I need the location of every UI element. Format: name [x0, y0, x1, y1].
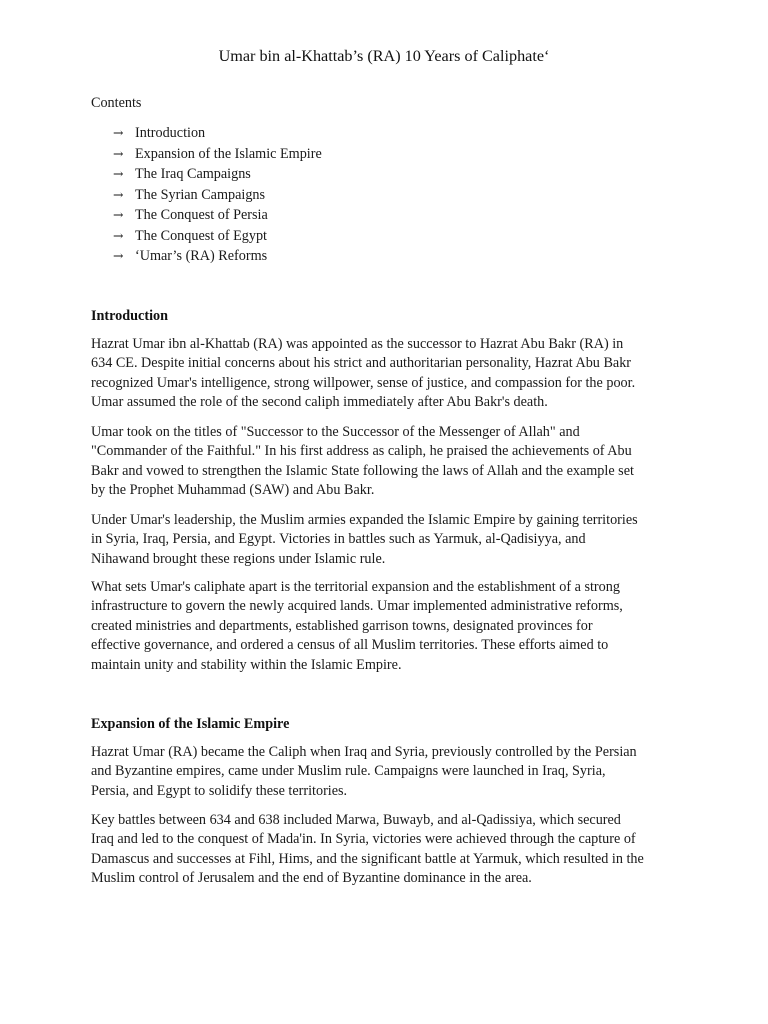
paragraph — [91, 743, 691, 801]
paragraph-line: Under Umar's leadership, the Muslim armies expanded the Islamic Empire by gaining territories — [91, 512, 638, 528]
toc-item-introduction[interactable] — [113, 123, 322, 144]
arrow-right-icon: → — [113, 186, 124, 202]
paragraph-line: Muslim control of Jerusalem and the end of Byzantine dominance in the area. — [91, 870, 532, 887]
paragraph-line: Umar assumed the role of the second caliph immediately after Abu Bakr's death. — [91, 394, 548, 411]
arrow-right-icon: → — [113, 248, 124, 263]
toc-item-conquest-persia[interactable] — [113, 205, 322, 226]
paragraph-line: What sets Umar's caliphate apart is the territorial expansion and the establishment of a strong — [91, 579, 620, 595]
paragraph-line: Hazrat Umar ibn al-Khattab (RA) was appointed as the successor to Hazrat Abu Bakr (RA) in — [91, 336, 624, 352]
paragraph-line: and Byzantine empires, came under Muslim rule. Campaigns were launched in Iraq, Syria, — [91, 763, 606, 780]
paragraph — [91, 811, 691, 889]
section-heading-introduction: Introduction — [91, 308, 168, 324]
arrow-right-icon: → — [113, 145, 124, 161]
toc-item-label: Expansion of the Islamic Empire — [135, 145, 322, 162]
toc-item-iraq-campaigns[interactable] — [113, 164, 322, 185]
arrow-right-icon: → — [113, 207, 124, 222]
paragraph-line: Nihawand brought these regions under Islamic rule. — [91, 550, 386, 567]
toc-item-label: ‘Umar’s (RA) Reforms — [135, 248, 268, 264]
paragraph-line: in Syria, Iraq, Persia, and Egypt. Victories in battles such as Yarmuk, al-Qadisiyya, and — [91, 531, 586, 548]
table-of-contents — [113, 123, 322, 267]
paragraph-line: created ministries and departments, established garrison towns, designated provinces for — [91, 617, 593, 634]
toc-item-syrian-campaigns[interactable] — [113, 185, 322, 206]
paragraph — [91, 423, 691, 501]
toc-item-expansion[interactable] — [113, 144, 322, 165]
arrow-right-icon: → — [113, 166, 124, 181]
paragraph — [91, 335, 691, 413]
document-title: Umar bin al-Khattab’s (RA) 10 Years of Caliphate‘ — [218, 47, 550, 65]
toc-item-label: Introduction — [135, 125, 206, 141]
paragraph-line: Damascus and successes at Fihl, Hims, and the significant battle at Yarmuk, which resulted in the — [91, 850, 644, 867]
paragraph-line: 634 CE. Despite initial concerns about his strict and authoritarian personality, Hazrat Abu Bakr — [91, 355, 632, 372]
toc-item-label: The Iraq Campaigns — [135, 166, 251, 182]
paragraph-line: "Commander of the Faithful." In his first address as caliph, he praised the achievements of Abu — [91, 443, 632, 460]
toc-item-conquest-egypt[interactable] — [113, 226, 322, 247]
paragraph-line: Bakr and vowed to strengthen the Islamic State following the laws of Allah and the example set — [91, 462, 634, 479]
paragraph-line: Persia, and Egypt to solidify these territories. — [91, 782, 348, 799]
paragraph-line: Umar took on the titles of "Successor to the Successor of the Messenger of Allah" and — [91, 424, 580, 440]
paragraph-line: maintain unity and stability within the Islamic Empire. — [91, 656, 402, 673]
toc-item-label: The Conquest of Persia — [135, 207, 268, 223]
paragraph — [91, 578, 691, 675]
paragraph — [91, 511, 691, 569]
arrow-right-icon: → — [113, 125, 124, 140]
paragraph-line: infrastructure to govern the newly acquired lands. Umar implemented administrative reforms, — [91, 598, 623, 615]
arrow-right-icon: → — [113, 227, 124, 243]
contents-label: Contents — [91, 95, 142, 111]
paragraph-line: Key battles between 634 and 638 included Marwa, Buwayb, and al-Qadissiya, which secured — [91, 812, 621, 828]
paragraph-line: recognized Umar's intelligence, strong willpower, sense of justice, and compassion for the poor. — [91, 374, 636, 391]
toc-item-label: The Conquest of Egypt — [135, 227, 268, 244]
section-heading-expansion: Expansion of the Islamic Empire — [91, 716, 290, 732]
paragraph-line: by the Prophet Muhammad (SAW) and Abu Bakr. — [91, 482, 375, 499]
paragraph-line: Iraq and led to the conquest of Mada'in. In Syria, victories were achieved through the capture of — [91, 831, 636, 848]
paragraph-line: effective governance, and ordered a census of all Muslim territories. These efforts aimed to — [91, 637, 609, 654]
paragraph-line: Hazrat Umar (RA) became the Caliph when Iraq and Syria, previously controlled by the Persian — [91, 744, 637, 760]
toc-item-reforms[interactable] — [113, 246, 322, 267]
toc-item-label: The Syrian Campaigns — [135, 186, 266, 203]
